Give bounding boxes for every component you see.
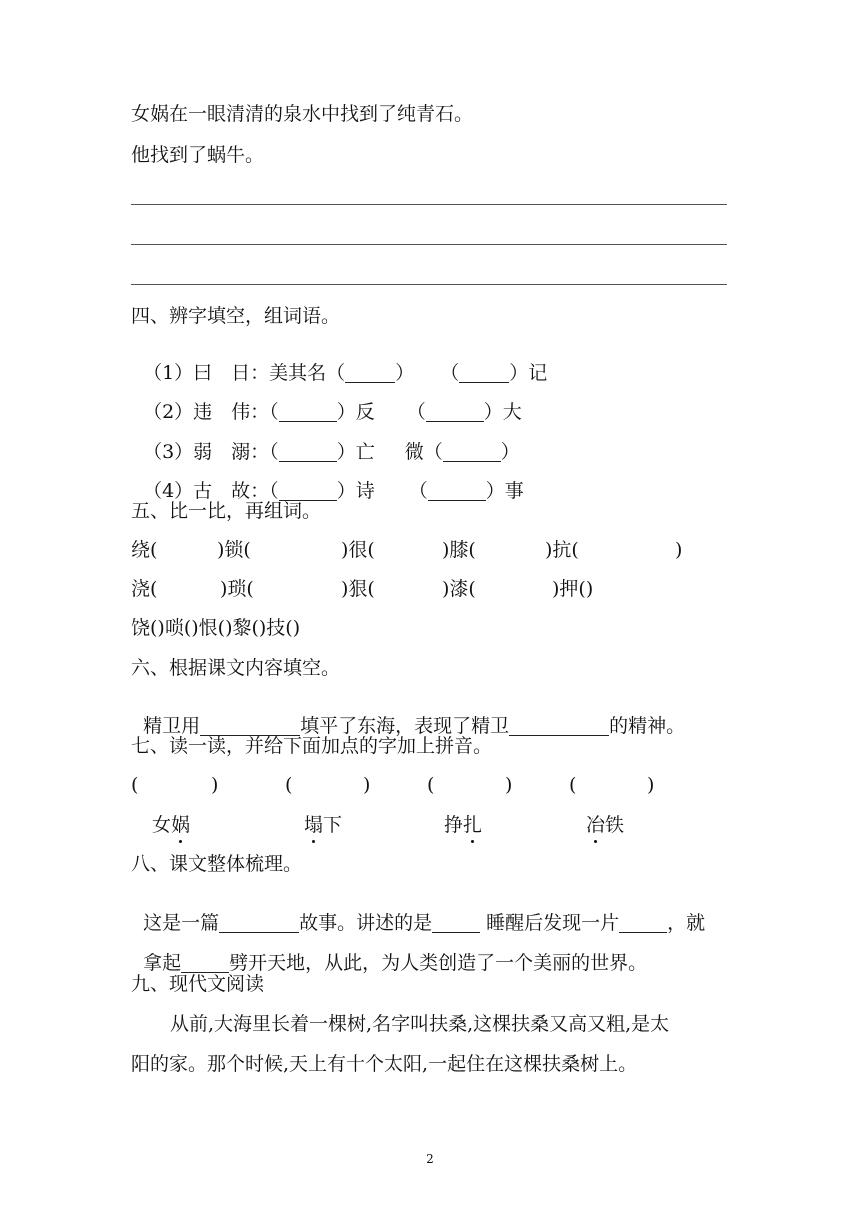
pinyin-paren-close: ): [363, 774, 371, 796]
s5-row-3: 饶()唢()恨()黎()技(): [131, 617, 301, 639]
s5-cell: )锁(: [217, 539, 251, 561]
section-4-title: 四、辨字填空，组词语。: [131, 305, 341, 327]
s5-cell: )琐(: [220, 578, 254, 600]
word-zhengzha: 挣扎: [444, 814, 483, 836]
s4-row-4: （4）古 故：（ ）诗 （ ）事: [143, 480, 524, 502]
s5-cell: )很(: [341, 539, 375, 561]
pinyin-paren-close: ): [211, 774, 219, 796]
s4-row-2: （2）违 伟：（ ）反 （ ）大: [143, 401, 522, 423]
blank[interactable]: [200, 717, 300, 736]
blank[interactable]: [459, 364, 509, 383]
blank[interactable]: [181, 954, 229, 973]
section-5-title: 五、比一比，再组词。: [131, 500, 322, 522]
s5-cell: )漆(: [442, 578, 476, 600]
paragraph-line: 从前,大海里长着一棵树,名字叫扶桑,这棵扶桑又高又粗,是太: [170, 1013, 670, 1035]
s5-cell: ): [675, 539, 683, 561]
text-line: 他找到了蜗牛。: [131, 144, 265, 166]
pinyin-paren-open: (: [131, 774, 139, 796]
s5-cell: )抗(: [545, 539, 579, 561]
s5-cell: )押(): [552, 578, 594, 600]
pinyin-paren-open: (: [427, 774, 435, 796]
blank[interactable]: [428, 482, 486, 501]
pinyin-paren-open: (: [569, 774, 577, 796]
section-6-title: 六、根据课文内容填空。: [131, 657, 341, 679]
s5-cell: 浇(: [131, 578, 158, 600]
blank[interactable]: [345, 364, 395, 383]
s6-line: 精卫用 填平了东海，表现了精卫 的精神。: [143, 715, 686, 737]
s8-line-2: 拿起 劈开天地，从此，为人类创造了一个美丽的世界。: [143, 952, 648, 974]
blank[interactable]: [426, 403, 484, 422]
blank[interactable]: [619, 914, 667, 933]
s4-row-3: （3）弱 溺：（ ）亡 微（ ）: [143, 441, 520, 463]
text-line: 女娲在一眼清清的泉水中找到了纯青石。: [131, 103, 474, 125]
blank[interactable]: [432, 914, 480, 933]
section-8-title: 八、课文整体梳理。: [131, 853, 303, 875]
word-nuwa: 女娲: [152, 814, 191, 836]
s5-cell: 绕(: [131, 539, 158, 561]
s5-cell: )狠(: [341, 578, 375, 600]
blank[interactable]: [279, 403, 337, 422]
pinyin-paren-close: ): [505, 774, 513, 796]
blank[interactable]: [509, 717, 609, 736]
blank[interactable]: [443, 443, 501, 462]
s8-line-1: 这是一篇 故事。讲述的是 睡醒后发现一片 ，就: [143, 912, 706, 934]
pinyin-paren-open: (: [285, 774, 293, 796]
section-7-title: 七、读一读，并给下面加点的字加上拼音。: [131, 735, 493, 757]
s5-cell: )膝(: [442, 539, 476, 561]
pinyin-paren-close: ): [647, 774, 655, 796]
blank[interactable]: [279, 443, 337, 462]
paragraph-line: 阳的家。那个时候,天上有十个太阳,一起住在这棵扶桑树上。: [131, 1053, 638, 1075]
section-9-title: 九、现代文阅读: [131, 973, 265, 995]
blank[interactable]: [219, 914, 299, 933]
page-number: 2: [426, 1152, 434, 1166]
writing-line: [131, 284, 727, 285]
s4-row-1: （1）曰 日：美其名（ ） （ ）记: [143, 362, 548, 384]
word-yetie: 冶铁: [586, 814, 625, 836]
blank[interactable]: [279, 482, 337, 501]
writing-line: [131, 244, 727, 245]
writing-line: [131, 204, 727, 205]
word-taxia: 塌下: [304, 814, 343, 836]
